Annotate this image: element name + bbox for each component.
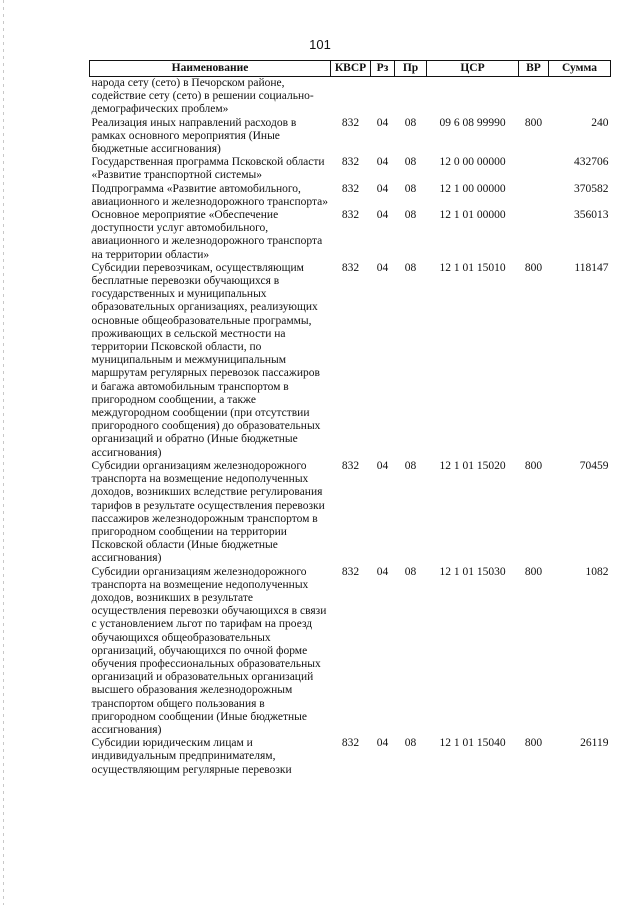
row-csr: 12 1 00 00000	[439, 182, 506, 195]
row-name: Реализация иных направлений расходов в рамках основного мероприятия (Иные бюджетные ассигнования)	[91, 116, 297, 156]
row-name: народа сету (сето) в Печорском районе, содействие сету (сето) в решении социально-демографических проблем»	[91, 77, 314, 116]
row-kvsr: 832	[341, 459, 360, 472]
row-kvsr: 832	[341, 156, 360, 169]
row-vr: 800	[524, 459, 543, 472]
row-pr: 08	[404, 737, 417, 750]
row-name: Субсидии организациям железнодорожного транспорта на возмещение недополученных доходов, возникших в результате осуществления перевозки обучающихся в связи с установлением льгот по тарифам на проезд обучающихся общеобразовательных организаций, обучающихся по очной форме обучения профессиональных образовательных организаций и образовательных организаций высшего образования железнодорожным транспортом общего пользования в пригородном сообщении (Иные бюджетные ассигнования)	[91, 565, 327, 736]
row-pr: 08	[404, 261, 417, 274]
row-pr: 08	[404, 116, 417, 129]
row-pr: 08	[404, 156, 417, 169]
row-rz: 04	[376, 209, 389, 222]
row-name: Субсидии юридическим лицам и индивидуальным предпринимателям, осуществляющим регулярные перевозки	[91, 737, 292, 776]
row-rz: 04	[376, 737, 389, 750]
row-csr: 12 1 01 00000	[439, 209, 506, 222]
budget-table	[89, 60, 611, 777]
row-pr	[395, 77, 427, 117]
header-vr: ВР	[519, 61, 549, 77]
row-vr: 800	[524, 116, 543, 129]
table-row	[90, 156, 611, 182]
row-csr: 12 1 01 15020	[439, 459, 506, 472]
row-csr: 12 1 01 15040	[439, 737, 506, 750]
row-kvsr: 832	[341, 209, 360, 222]
row-rz	[371, 77, 395, 117]
row-rz: 04	[376, 156, 389, 169]
table-row	[90, 117, 611, 157]
row-csr: 12 0 00 00000	[439, 156, 506, 169]
row-pr: 08	[404, 182, 417, 195]
table-row	[90, 737, 611, 777]
row-rz: 04	[376, 116, 389, 129]
table-row	[90, 183, 611, 209]
header-pr: Пр	[395, 61, 427, 77]
table-row	[90, 566, 611, 738]
table-row	[90, 460, 611, 566]
page-number: 101	[309, 37, 331, 52]
row-sum: 1082	[585, 565, 609, 578]
row-pr: 08	[404, 565, 417, 578]
row-pr: 08	[404, 209, 417, 222]
row-kvsr	[331, 77, 371, 117]
table-row	[90, 209, 611, 262]
row-rz: 04	[376, 182, 389, 195]
row-sum	[549, 77, 611, 117]
header-sum: Сумма	[549, 61, 611, 77]
table-row	[90, 262, 611, 460]
row-csr: 09 6 08 99990	[439, 116, 506, 129]
header-rz: Рз	[371, 61, 395, 77]
row-vr	[519, 77, 549, 117]
header-kvsr: КВСР	[331, 61, 371, 77]
row-csr: 12 1 01 15010	[439, 261, 506, 274]
scan-edge	[3, 0, 4, 905]
header-name: Наименование	[90, 61, 331, 77]
row-name: Основное мероприятие «Обеспечение доступности услуг автомобильного, авиационного и железнодорожного транспорта на территории области»	[91, 209, 323, 261]
row-sum: 432706	[574, 156, 609, 169]
row-vr	[519, 156, 549, 182]
row-name: Субсидии перевозчикам, осуществляющим бесплатные перевозки обучающихся в государственных и муниципальных образовательных организациях, реализующих основные общеобразовательные программы, проживающих в сельской местности на территории Псковской области, по муниципальным и межмуниципальным маршрутам регулярных перевозок пассажиров и багажа автомобильным транспортом в пригородном сообщении, а также междугородном сообщении (при отсутствии пригородного сообщения) до образовательных организаций и обратно (Иные бюджетные ассигнования)	[91, 261, 321, 459]
row-vr: 800	[524, 737, 543, 750]
row-sum: 70459	[579, 459, 609, 472]
table-row	[90, 77, 611, 117]
row-rz: 04	[376, 261, 389, 274]
row-sum: 370582	[574, 182, 609, 195]
table-header-row	[90, 61, 611, 77]
row-name: Подпрограмма «Развитие автомобильного, авиационного и железнодорожного транспорта»	[91, 182, 329, 208]
row-sum: 356013	[574, 209, 609, 222]
row-sum: 118147	[574, 261, 609, 274]
row-sum: 240	[591, 116, 609, 129]
row-kvsr: 832	[341, 116, 360, 129]
row-vr	[519, 183, 549, 209]
row-kvsr: 832	[341, 261, 360, 274]
header-csr: ЦСР	[427, 61, 519, 77]
row-sum: 26119	[580, 737, 609, 750]
row-kvsr: 832	[341, 182, 360, 195]
row-csr	[427, 77, 519, 117]
row-kvsr: 832	[341, 565, 360, 578]
row-vr: 800	[524, 565, 543, 578]
row-csr: 12 1 01 15030	[439, 565, 506, 578]
row-rz: 04	[376, 565, 389, 578]
row-name: Государственная программа Псковской области «Развитие транспортной системы»	[91, 156, 325, 182]
row-kvsr: 832	[341, 737, 360, 750]
row-name: Субсидии организациям железнодорожного транспорта на возмещение недополученных доходов, возникших вследствие регулирования тарифов в результате осуществления перевозки пассажиров железнодорожным транспортом в пригородном сообщении на территории Псковской области (Иные бюджетные ассигнования)	[91, 459, 325, 565]
row-rz: 04	[376, 459, 389, 472]
row-vr	[519, 209, 549, 262]
row-pr: 08	[404, 459, 417, 472]
row-vr: 800	[524, 261, 543, 274]
